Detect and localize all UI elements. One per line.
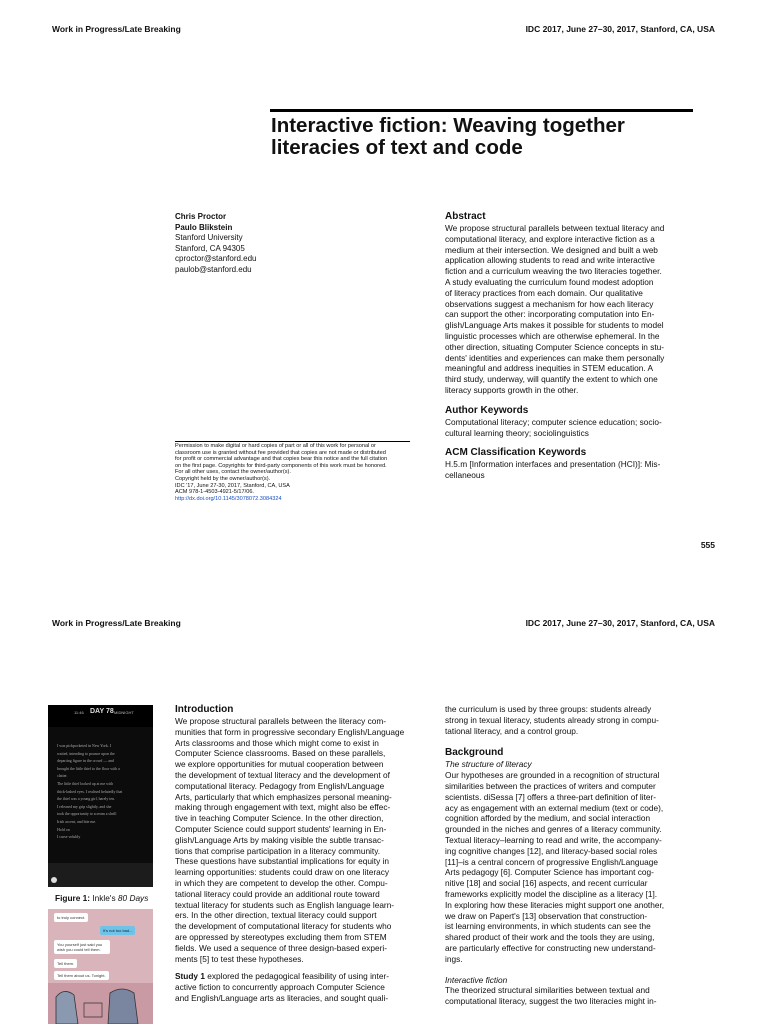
keywords-heading: Author Keywords: [445, 404, 529, 416]
continuation-line: strong in texual literacy, students already strong in compu-: [445, 714, 659, 725]
abstract-line: meaningful and address inequities in STEM education. A: [445, 363, 654, 374]
intro-heading: Introduction: [175, 704, 234, 715]
intro-line: We propose structural parallels between the literacy com-: [175, 716, 387, 726]
continuation-line: tational literacy, and a control group.: [445, 725, 579, 736]
abstract-line: We propose structural parallels between textual literacy and: [445, 223, 665, 233]
story-line: The little thief looked up at me with: [57, 781, 114, 786]
figure-1-label: Figure 1:: [55, 893, 91, 903]
intro-line: Computer Science classrooms. Based on these parallels,: [175, 748, 386, 759]
chat-bubble: Tell them about us. Tonight.: [54, 971, 109, 980]
intro-line: tational literacy could provide an additional route toward: [175, 888, 380, 899]
title-line-1: Interactive fiction: Weaving together: [271, 114, 625, 137]
study1-line: [175, 971, 430, 982]
story-line: clatter.: [57, 774, 68, 779]
background-line: we draw on Papert's [13] observation that construction-: [445, 910, 648, 921]
study1-line: and English/Language arts as literacies, and sought quali-: [175, 992, 389, 1003]
abstract-line: third study, underway, will quantify the extent to which one: [445, 374, 658, 385]
background-line: scientists. diSessa [7] offers a three-part definition of liter-: [445, 791, 657, 802]
permission-line: Permission to make digital or hard copies of part or all of this work for personal or: [175, 443, 376, 449]
author-block: [175, 212, 257, 276]
story-line: waited, intending to pounce upon the: [57, 751, 115, 756]
acm-heading: ACM Classification Keywords: [445, 447, 587, 459]
story-line: brought the little thief to the floor with a: [57, 766, 120, 771]
intro-line: in which they are competent to develop the other. Compu-: [175, 877, 388, 888]
background-line: Arts pedagogy [6]. Computer Science has important cog-: [445, 867, 654, 878]
intro-line: fields. We used a sequence of three design-based experi-: [175, 942, 388, 953]
author-email-2: paulob@stanford.edu: [175, 264, 252, 274]
background-line: In exploring how these literacies might support one another,: [445, 899, 665, 910]
author-affiliation: Stanford University: [175, 233, 243, 243]
intro-line: making through engagement with text, might also be effec-: [175, 802, 391, 813]
acm-line: H.5.m [Information interfaces and presentation (HCI)]: Mis-: [445, 459, 661, 470]
compass-icon: [51, 877, 57, 883]
acm-body: [445, 459, 715, 481]
intro-line: ers. In the other direction, textual literacy could support: [175, 910, 377, 921]
page-number: 555: [700, 540, 715, 550]
intro-line: These questions have substantial implications for equity in: [175, 856, 389, 867]
if-line: computational literacy, suggest the two literacies might in-: [445, 996, 657, 1007]
abstract-line: A study evaluating the curriculum found modest adoption: [445, 276, 654, 287]
running-header-left: Work in Progress/Late Breaking: [52, 24, 181, 34]
chat-bubble: Tell them.: [54, 959, 77, 968]
background-line: ings.: [445, 953, 463, 964]
background-line: grounded in the niches and genres of a literacy community.: [445, 824, 662, 835]
abstract-body: [445, 223, 715, 396]
abstract-line: linguistic processes which are otherwise ephemeral. In the: [445, 330, 660, 341]
abstract-line: literacy supports growth in the other.: [445, 384, 579, 395]
background-heading: Background: [445, 747, 504, 759]
figure-1-bottom-art: [48, 863, 153, 887]
background-line: [11]–is a central concern of progressive English/Language: [445, 856, 658, 867]
if-line: The theorized structural similarities between textual and: [445, 985, 650, 996]
background-line: similarities between the practices of writers and computer: [445, 780, 656, 791]
story-line: Hold on: [57, 827, 70, 832]
permission-line: ACM 978-1-4503-4921-5/17/06.: [175, 489, 254, 496]
keywords-line: cultural learning theory; sociolinguistics: [445, 427, 589, 438]
acm-line: cellaneous: [445, 470, 485, 481]
intro-body: [175, 716, 430, 1004]
figure-1-story-text: [57, 743, 149, 842]
running-header-right: IDC 2017, June 27–30, 2017, Stanford, CA, USA: [525, 24, 715, 34]
intro-line: the development of computational literacy for students who: [175, 921, 392, 932]
story-line: I released my grip slightly, and she: [57, 804, 112, 809]
author-name-1: Chris Proctor: [175, 212, 227, 221]
abstract-line: medium at their intersection. We designed and built a web: [445, 244, 658, 255]
intro-line: tions that comprise participation in a literacy community.: [175, 845, 381, 856]
figure-1-time: 11:46: [74, 710, 84, 715]
background-line: acy as engagement with an external medium (text or code),: [445, 802, 664, 813]
chat-bubble: You yourself just said you wish you could tell them.: [54, 940, 110, 954]
intro-line: we explore opportunities for mutual cooperation between: [175, 759, 384, 770]
running-header-left-p2: Work in Progress/Late Breaking: [52, 618, 181, 628]
figure-1-status-right: MIDNIGHT: [114, 710, 134, 715]
permission-line: on the first page. Copyrights for third-party components of this work must be honored.: [175, 462, 387, 469]
continuation-text: [445, 704, 715, 736]
intro-section: [175, 704, 430, 1004]
figure-1-caption-text: Inkle's: [90, 893, 118, 903]
background-line: ist learning environments, in which students can see the: [445, 921, 651, 932]
intro-line: Arts, particularly that which emphasizes personal meaning-: [175, 791, 392, 802]
permission-block: [175, 443, 415, 502]
abstract-line: of literacy practices from each domain. Our qualitative: [445, 287, 643, 298]
chat-bubble: It's not too bad...: [100, 926, 135, 935]
figure-1-status-bar: [48, 705, 153, 727]
intro-line: learning opportunities: students could draw on one literacy: [175, 867, 390, 878]
story-line: departing figure in the crowd — and: [57, 759, 114, 764]
permission-line: For all other uses, contact the owner/author(s).: [175, 469, 291, 476]
permission-line: classroom use is granted without fee provided that copies are not made or distributed: [175, 449, 386, 456]
keywords-line: Computational literacy; computer science education; socio-: [445, 416, 662, 427]
abstract-line: fiction and a curriculum weaving the two literacies together.: [445, 266, 662, 277]
study1-line: active fiction to concurrently approach Computer Science: [175, 982, 385, 993]
story-line: thick-lashed eyes. I realised belatedly that: [57, 789, 123, 794]
intro-line: the development of textual literacy and the development of: [175, 769, 390, 780]
intro-line: Arts classrooms and those which might come to exist in: [175, 737, 379, 748]
abstract-line: dents' identities and experiences can make them personally: [445, 352, 665, 363]
abstract-section: [445, 211, 715, 481]
permission-rule: [175, 441, 410, 442]
title-rule: [270, 109, 693, 112]
study1-label: Study 1: [175, 971, 205, 982]
abstract-line: computational literacy, and explore interactive fiction as a: [445, 233, 655, 244]
story-line: I curse volubly: [57, 835, 81, 840]
background-line: Our hypotheses are grounded in a recognition of structural: [445, 770, 660, 781]
background-line: nitive [18] and social [16] aspects, and recent curricular: [445, 878, 648, 889]
intro-line: munities that form in progressive secondary English/Language: [175, 726, 405, 737]
right-column-p2: [445, 704, 715, 1007]
story-line: the thief was a young girl, barely ten.: [57, 797, 116, 802]
intro-line: textual literacy for students such as English language learn-: [175, 899, 395, 910]
figure-1-caption: [55, 893, 148, 903]
study1-text: explored the pedagogical feasibility of using inter-: [204, 971, 389, 982]
figure-2-image: [48, 909, 153, 1024]
keywords-body: [445, 417, 715, 439]
permission-line: for profit or commercial advantage and that copies bear this notice and the full citation: [175, 456, 388, 463]
abstract-line: glish/Language Arts makes it possible for students to model: [445, 320, 664, 331]
author-address: Stanford, CA 94305: [175, 243, 245, 253]
abstract-heading: Abstract: [445, 211, 486, 222]
subheading-structure: The structure of literacy: [445, 759, 532, 770]
figure-1-caption-title: 80 Days: [117, 893, 149, 903]
intro-line: ments [5] to test these hypotheses.: [175, 953, 304, 964]
paper-title: [271, 115, 691, 159]
intro-line: tive in teaching Computer Science. In the other direction,: [175, 813, 384, 824]
doi-link[interactable]: http://dx.doi.org/10.1145/3078072.3084324: [175, 495, 282, 502]
abstract-line: can support the other: incorporating computation into En-: [445, 309, 655, 320]
running-header-right-p2: IDC 2017, June 27–30, 2017, Stanford, CA, USA: [525, 618, 715, 628]
abstract-line: observations suggest a mechanism for how each literacy: [445, 298, 654, 309]
background-body: [445, 759, 715, 1007]
figure-2-illustration: [48, 983, 153, 1024]
intro-line: Computer Science could support students' learning in En-: [175, 823, 387, 834]
character-shape: [108, 989, 138, 1024]
permission-line: IDC '17, June 27-30, 2017, Stanford, CA, USA: [175, 482, 290, 489]
background-line: shared product of their work and the tools they are using,: [445, 932, 655, 943]
figure-1-day: DAY 78: [90, 708, 114, 715]
intro-line: computational literacy. Pedagogy from English/Language: [175, 780, 385, 791]
author-name-2: Paulo Blikstein: [175, 222, 233, 232]
background-line: ing cognitive changes [12], and literacy-based social roles: [445, 845, 658, 856]
background-line: Textual literacy–learning to read and write, the accompany-: [445, 834, 662, 845]
abstract-line: other direction, situating Computer Science concepts in stu-: [445, 341, 665, 352]
story-line: I was pickpocketed in New York. I: [57, 744, 112, 748]
figure-1-image: [48, 705, 153, 887]
background-line: frameworks explicitly model the discipline as a literacy [1].: [445, 888, 658, 899]
permission-line: Copyright held by the owner/author(s).: [175, 475, 271, 482]
chat-bubble: to truly connect.: [54, 913, 88, 922]
background-line: are particularly effective for constructing new understand-: [445, 942, 656, 953]
story-line: Irish accent, and bite me.: [57, 819, 97, 824]
intro-line: glish/Language Arts by making visible the subtle transac-: [175, 834, 384, 845]
continuation-line: the curriculum is used by three groups: students already: [445, 704, 652, 714]
story-line: took the opportunity to scream a shrill: [57, 812, 117, 817]
subheading-interactive-fiction: Interactive fiction: [445, 974, 508, 985]
intro-line: are oppressed by stereotypes excluding them from STEM: [175, 931, 387, 942]
author-email-1: cproctor@stanford.edu: [175, 254, 257, 264]
title-line-2: literacies of text and code: [271, 136, 523, 159]
background-line: cognition afforded by the medium, and social interaction: [445, 813, 651, 824]
abstract-line: application allowing students to read and write interactive: [445, 255, 655, 266]
